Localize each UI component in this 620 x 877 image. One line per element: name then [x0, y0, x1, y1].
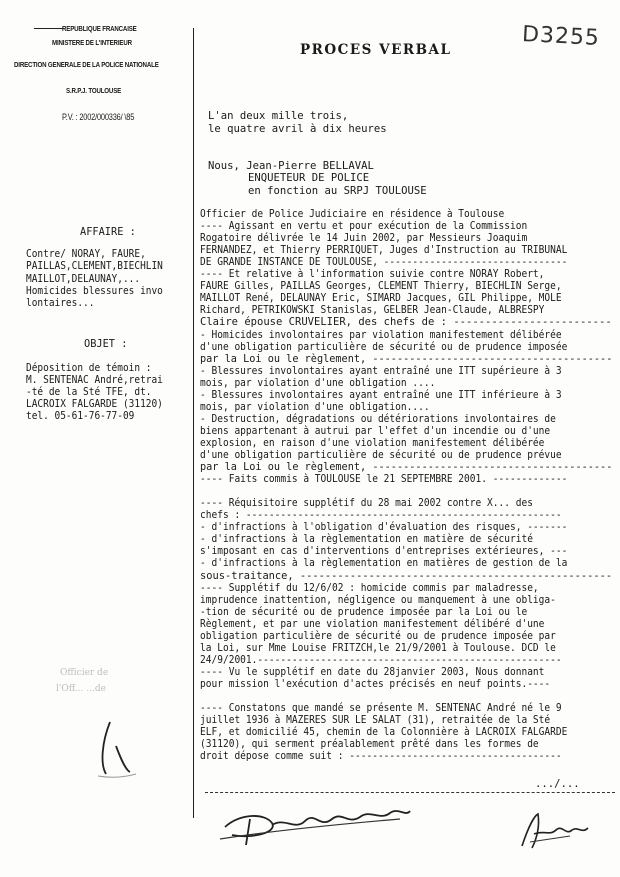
- body-line: Claire épouse CRUVELIER, des chefs de : -------------------------: [200, 316, 612, 329]
- body-line: ---- Et relative à l'information suivie contre NORAY Robert,: [200, 268, 545, 281]
- body-line: -tion de sécurité ou de prudence imposée par la Loi ou le: [200, 605, 528, 618]
- body-line: par la Loi ou le règlement, ---------------------------------------: [200, 461, 613, 474]
- body-line: mois, par violation d'une obligation ....: [200, 376, 436, 389]
- body-line: (31120), qui serment préalablement prêté dans les formes de: [200, 738, 539, 751]
- body-line: sous-traitance, --------------------------------------------------: [200, 569, 613, 582]
- objet-line: Déposition de témoin :: [26, 362, 152, 374]
- body-line: biens appartenant à autrui par l'effet d'un incendie ou d'une: [200, 424, 551, 437]
- body-line: ---- Vu le supplétif en date du 28janvier 2003, Nous donnant: [200, 665, 545, 678]
- investigator-signature: [210, 795, 420, 850]
- paraphe-mark: [92, 712, 142, 782]
- body-line: pour mission l'exécution d'actes précisés en neuf points.----: [200, 677, 551, 690]
- body-line: imprudence inattention, négligence ou manquement à une obliga-: [200, 593, 556, 606]
- archive-stamp: D3255: [521, 21, 601, 52]
- faint-stamp-line-2: l'Off... ...de: [56, 684, 106, 694]
- affaire-title: AFFAIRE :: [80, 226, 136, 238]
- body-line: - Homicides involontaires par violation manifestement délibérée: [200, 328, 562, 341]
- body-line: d'une obligation particulière de sécurité ou de prudence prévue: [200, 449, 562, 461]
- investigator-function: ENQUETEUR DE POLICE: [248, 172, 370, 184]
- date-line: le quatre avril à dix heures: [208, 122, 387, 135]
- body-line: ELF, et domicilié 45, chemin de la Colonnière à LACROIX FALGARDE: [200, 726, 568, 739]
- body-line: FERNANDEZ, et Thierry PERRIQUET, Juges d'Instruction au TRIBUNAL: [200, 244, 568, 257]
- affaire-line: PAILLAS,CLEMENT,BIECHLIN: [26, 260, 163, 273]
- ministere: MINISTERE DE L'INTERIEUR: [52, 38, 132, 47]
- body-line: d'une obligation particulière de sécurité ou de prudence imposée: [200, 340, 568, 353]
- column-divider: [193, 28, 194, 818]
- continuation-mark: .../...: [535, 778, 580, 790]
- investigator-function: en fonction au SRPJ TOULOUSE: [248, 184, 427, 197]
- affaire-line: MAILLOT,DELAUNAY,...: [26, 272, 141, 285]
- affaire-line: Contre/ NORAY, FAURE,: [26, 248, 146, 260]
- body-line: s'imposant en cas d'interventions d'entreprises extérieures, ---: [200, 545, 568, 558]
- body-line: ---- Supplétif du 12/6/02 : homicide commis par maladresse,: [200, 581, 539, 594]
- body-line: MAILLOT René, DELAUNAY Eric, SIMARD Jacques, GIL Philippe, MOLE: [200, 292, 562, 305]
- body-line: - Blessures involontaires ayant entraîné une ITT supérieure à 3: [200, 364, 562, 377]
- body-line: mois, par violation d'une obligation....: [200, 400, 430, 413]
- body-line: - d'infractions à la règlementation en matières de gestion de la: [200, 557, 568, 570]
- signature-rule: [205, 792, 615, 793]
- body-line: FAURE Gilles, PAILLAS Georges, CLEMENT Thierry, BIECHLIN Serge,: [200, 280, 562, 293]
- body-line: la Loi, sur Mme Louise FRITZCH,le 21/9/2001 à Toulouse. DCD le: [200, 641, 556, 654]
- date-line: L'an deux mille trois,: [208, 110, 349, 122]
- affaire-line: Homicides blessures invo: [26, 284, 163, 297]
- body-line: Officier de Police Judiciaire en résidence à Toulouse: [200, 208, 505, 220]
- objet-line: tel. 05-61-76-77-09: [26, 410, 135, 422]
- srpj-toulouse: S.R.P.J. TOULOUSE: [66, 86, 122, 95]
- body-line: Rogatoire délivrée le 14 Juin 2002, par Messieurs Joaquim: [200, 232, 528, 245]
- faint-stamp-line-1: Officier de: [60, 668, 109, 678]
- body-line: obligation particulière de sécurité ou de prudence imposée par: [200, 629, 556, 642]
- page-title: PROCES VERBAL: [300, 42, 452, 58]
- body-line: - Blessures involontaires ayant entraîné une ITT inférieure à 3: [200, 388, 562, 401]
- republique-francaise: REPUBLIQUE FRANCAISE: [62, 24, 137, 33]
- body-line: ---- Réquisitoire supplétif du 28 mai 2002 contre X... des: [200, 497, 533, 510]
- body-line: par la Loi ou le règlement, ---------------------------------------: [200, 352, 613, 365]
- body-line: droit dépose comme suit : -------------------------------------: [200, 750, 562, 763]
- body-line: chefs : -------------------------------------------------------: [200, 509, 562, 522]
- body-line: Richard, PETRIKOWSKI Stanislas, GELBER Jean-Claude, ALBRESPY: [200, 304, 545, 317]
- body-line: DE GRANDE INSTANCE DE TOULOUSE, --------------------------------: [200, 256, 568, 269]
- investigator-name: Nous, Jean-Pierre BELLAVAL: [208, 160, 374, 172]
- body-line: juillet 1936 à MAZERES SUR LE SALAT (31), retraitée de la Sté: [200, 714, 551, 727]
- pv-number: P.V. : 2002/000336/ \85: [62, 112, 135, 122]
- body-line: explosion, en raison d'une violation manifestement délibérée: [200, 436, 545, 449]
- body-line: 24/9/2001.-----------------------------------------------------: [200, 653, 562, 666]
- body-line: - Destruction, dégradations ou détériorations involontaires de: [200, 412, 556, 425]
- body-line: - d'infractions à l'obligation d'évaluation des risques, -------: [200, 521, 568, 534]
- body-line: Règlement, et par une violation manifestement délibéré d'une: [200, 617, 545, 630]
- body-line: ---- Agissant en vertu et pour exécution de la Commission: [200, 220, 528, 233]
- objet-line: -té de la Sté TFE, dt.: [26, 386, 152, 398]
- objet-line: LACROIX FALGARDE (31120): [26, 398, 163, 410]
- affaire-line: lontaires...: [26, 297, 95, 310]
- body-line: ---- Faits commis à TOULOUSE le 21 SEPTEMBRE 2001. -------------: [200, 473, 568, 486]
- direction-generale: DIRECTION GENERALE DE LA POLICE NATIONALE: [14, 60, 159, 69]
- body-line: ---- Constatons que mandé se présente M. SENTENAC André né le 9: [200, 702, 562, 715]
- header-rule: [34, 28, 64, 29]
- objet-title: OBJET :: [84, 338, 128, 350]
- witness-signature: [510, 808, 600, 853]
- body-line: - d'infractions à la règlementation en matière de sécurité: [200, 533, 533, 546]
- objet-line: M. SENTENAC André,retrai: [26, 374, 163, 386]
